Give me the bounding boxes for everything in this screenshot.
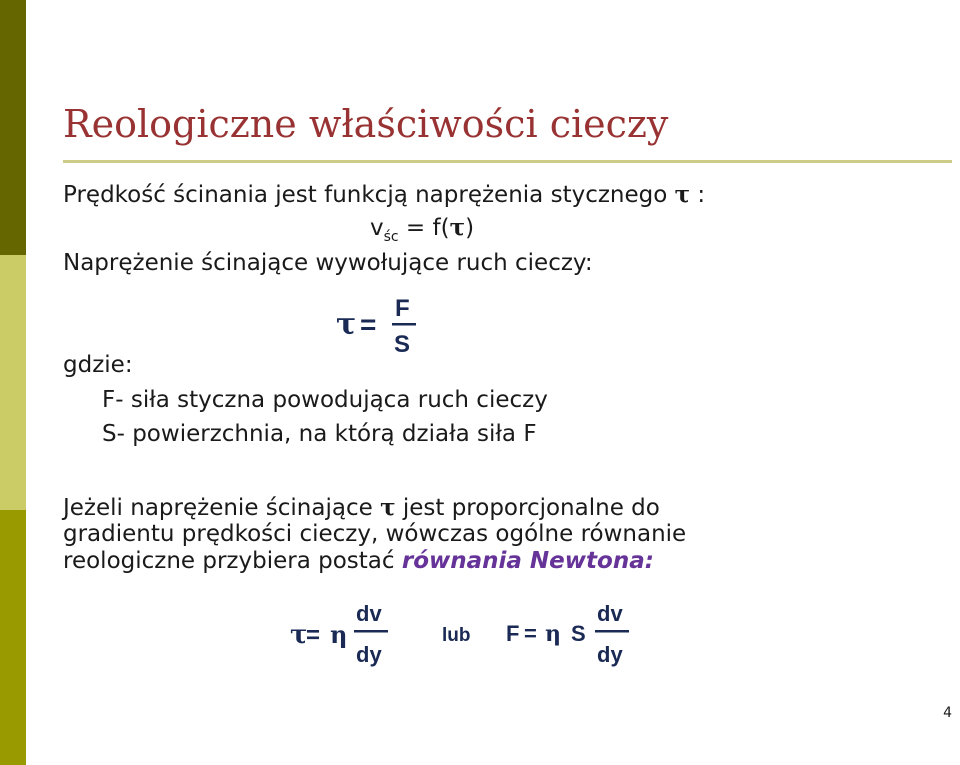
shear-rate-line (63, 181, 705, 209)
side-band-top (0, 0, 26, 255)
definition-surface: S- powierzchnia, na którą działa siła F (102, 421, 537, 447)
shear-stress-line: Naprężenie ścinające wywołujące ruch cieczy: (63, 250, 593, 276)
formula1-tau: τ (336, 307, 357, 342)
para-text-c: reologiczne przybiera postać (63, 548, 402, 574)
formula2-denominator-2: dy (597, 642, 623, 667)
formula2-fraction-bar-2 (595, 630, 629, 633)
formula2-equals: = (306, 622, 321, 649)
tau-symbol: τ (674, 181, 691, 208)
formula2-force: F (506, 621, 520, 646)
formula2-numerator-2: dv (597, 601, 623, 626)
shear-rate-colon: : (690, 182, 706, 208)
title-underline (63, 160, 952, 163)
side-band-middle (0, 255, 26, 510)
page-number: 4 (943, 705, 952, 721)
formula2-fraction-bar (354, 630, 388, 633)
formula2-denominator: dy (356, 642, 382, 667)
shear-rate-text: Prędkość ścinania jest funkcją naprężenia stycznego (63, 182, 675, 208)
eq-v: v (370, 215, 384, 241)
formula1-numerator: F (395, 295, 410, 322)
formula2-lub: lub (442, 625, 471, 646)
newton-paragraph-line1 (63, 494, 660, 522)
para-text-a: Jeżeli naprężenie ścinające (63, 495, 381, 521)
eq-subscript: śc (383, 229, 399, 245)
eq-close: ) (465, 215, 475, 241)
formula1-fraction-bar (392, 323, 416, 326)
side-band-bottom (0, 510, 26, 765)
formula-tau-f-over-s (336, 292, 426, 356)
formula2-tau: τ (290, 620, 308, 650)
para-text-b: jest proporcjonalne do (395, 495, 660, 521)
formula1-equals: = (360, 309, 377, 340)
formula2-equals-2: = (524, 621, 537, 646)
shear-rate-equation (370, 214, 474, 251)
slide-title: Reologiczne właściwości cieczy (63, 102, 669, 146)
newton-equation-label: równania Newtona: (401, 548, 654, 574)
eq-tau-symbol: τ (449, 214, 466, 241)
para-tau-symbol: τ (380, 494, 396, 521)
newton-paragraph-line3 (63, 548, 654, 575)
formula2-eta: η (330, 620, 348, 649)
definition-force: F- siła styczna powodująca ruch cieczy (102, 387, 548, 413)
formula2-eta-2: η (545, 621, 561, 647)
where-label: gdzie: (63, 352, 133, 378)
formula2-surface: S (571, 621, 586, 646)
newton-paragraph-line2: gradientu prędkości cieczy, wówczas ogólne równanie (63, 521, 687, 547)
eq-mid: = f( (398, 215, 450, 241)
formula2-numerator: dv (356, 601, 382, 626)
formula-newton-equation (290, 596, 640, 674)
formula1-denominator: S (394, 331, 411, 356)
